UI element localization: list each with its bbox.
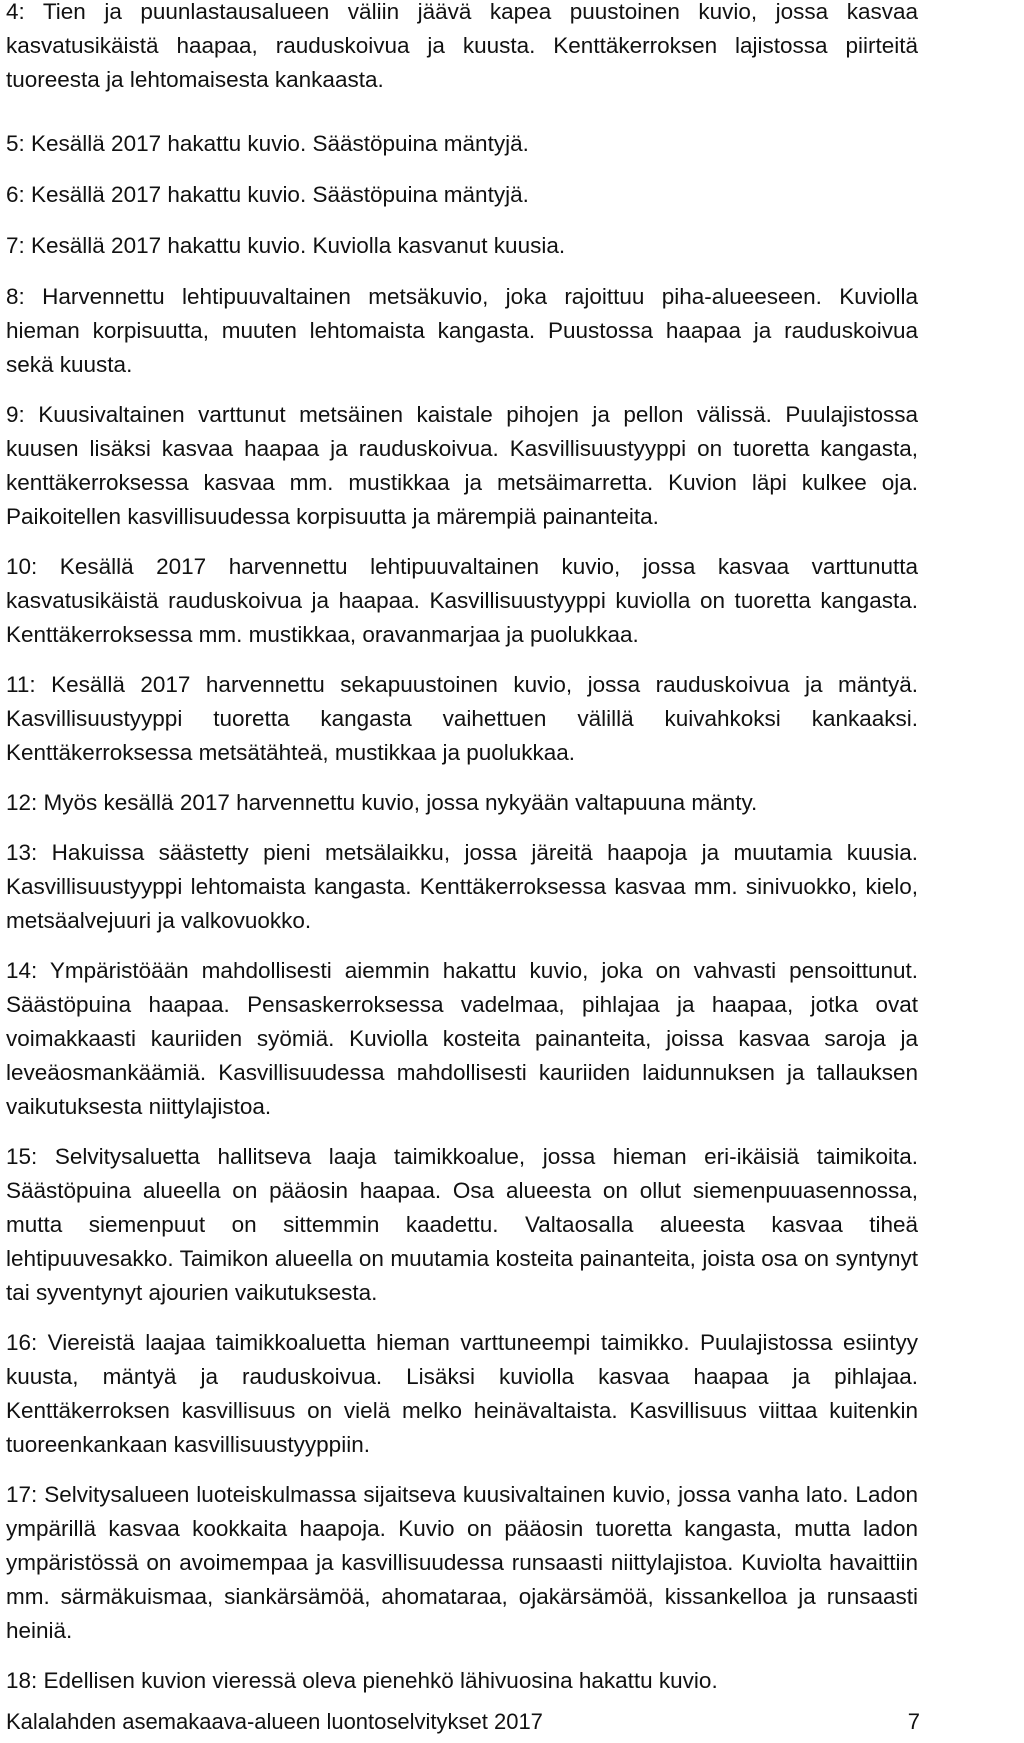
paragraph-kuvio-9: 9: Kuusivaltainen varttunut metsäinen kaistale pihojen ja pellon välissä. Puulajistossa kuusen lisäksi kasvaa haapaa ja rauduskoivua. Kasvillisuustyyppi on tuoretta kangasta, kenttäkerroksessa kasvaa mm. mustikkaa ja metsäimarretta. Kuvion läpi kulkee oja. Paikoitellen kasvillisuudessa korpisuutta ja märempiä painanteita. [6,402,918,529]
paragraph-kuvio-17: 17: Selvitysalueen luoteiskulmassa sijaitseva kuusivaltainen kuvio, jossa vanha lato. Ladon ympärillä kasvaa kookkaita haapoja. Kuvio on pääosin tuoretta kangasta, mutta ladon ympäristössä on avoimempaa ja kasvillisuudessa runsaasti niittylajistoa. Kuviolta havaittiin mm. särmäkuismaa, siankärsämöä, ahomataraa, ojakärsämöä, kissankelloa ja runsaasti heiniä. [6,1482,918,1643]
paragraph-kuvio-4: 4: Tien ja puunlastausalueen väliin jäävä kapea puustoinen kuvio, jossa kasvaa kasvatusikäistä haapaa, rauduskoivua ja kuusta. Kenttäkerroksen lajistossa piirteitä tuoreesta ja lehtomaisesta kankaasta. [6,0,918,92]
paragraph-kuvio-18: 18: Edellisen kuvion vieressä oleva pienehkö lähivuosina hakattu kuvio. [6,1668,718,1693]
paragraph-kuvio-15: 15: Selvitysaluetta hallitseva laaja taimikkoalue, jossa hieman eri-ikäisiä taimikoita. Säästöpuina alueella on pääosin haapaa. Osa alueesta on ollut siemenpuuasennossa, mutta siemenpuut on sittemmin kaadettu. Valtaosalla alueesta kasvaa tiheä lehtipuuvesakko. Taimikon alueella on muutamia kosteita painanteita, joista osa on syntynyt tai syventynyt ajourien vaikutuksesta. [6,1144,918,1305]
footer-title: Kalalahden asemakaava-alueen luontoselvitykset 2017 [6,1709,543,1734]
paragraph-kuvio-14: 14: Ympäristöään mahdollisesti aiemmin hakattu kuvio, joka on vahvasti pensoittunut. Säästöpuina haapaa. Pensaskerroksessa vadelmaa, pihlajaa ja haapaa, jotka ovat voimakkaasti kauriiden syömiä. Kuviolla kosteita painanteita, joissa kasvaa saroja ja leveäosmankäämiä. Kasvillisuudessa mahdollisesti kauriiden laidunnuksen ja tallauksen vaikutuksesta niittylajistoa. [6,958,918,1119]
page-number: 7 [907,1709,920,1734]
paragraph-kuvio-13: 13: Hakuissa säästetty pieni metsälaikku, jossa järeitä haapoja ja muutamia kuusia. Kasvillisuustyyppi lehtomaista kangasta. Kenttäkerroksessa kasvaa mm. sinivuokko, kielo, metsäalvejuuri ja valkovuokko. [6,840,918,933]
paragraph-kuvio-7: 7: Kesällä 2017 hakattu kuvio. Kuviolla kasvanut kuusia. [6,233,566,258]
page-footer [6,1705,1024,1739]
paragraph-kuvio-10: 10: Kesällä 2017 harvennettu lehtipuuvaltainen kuvio, jossa kasvaa varttunutta kasvatusikäistä rauduskoivua ja haapaa. Kasvillisuustyyppi kuviolla on tuoretta kangasta. Kenttäkerroksessa mm. mustikkaa, oravanmarjaa ja puolukkaa. [6,554,918,647]
paragraph-kuvio-12: 12: Myös kesällä 2017 harvennettu kuvio, jossa nykyään valtapuuna mänty. [6,790,758,815]
document-body [6,0,918,1698]
paragraph-kuvio-5: 5: Kesällä 2017 hakattu kuvio. Säästöpuina mäntyjä. [6,131,529,156]
paragraph-kuvio-6: 6: Kesällä 2017 hakattu kuvio. Säästöpuina mäntyjä. [6,182,529,207]
paragraph-kuvio-8: 8: Harvennettu lehtipuuvaltainen metsäkuvio, joka rajoittuu piha-alueeseen. Kuviolla hieman korpisuutta, muuten lehtomaista kangasta. Puustossa haapaa ja rauduskoivua sekä kuusta. [6,284,918,377]
paragraph-kuvio-11: 11: Kesällä 2017 harvennettu sekapuustoinen kuvio, jossa rauduskoivua ja mäntyä. Kasvillisuustyyppi tuoretta kangasta vaihettuen välillä kuivahkoksi kankaaksi. Kenttäkerroksessa metsätähteä, mustikkaa ja puolukkaa. [6,672,918,765]
paragraph-kuvio-16: 16: Viereistä laajaa taimikkoaluetta hieman varttuneempi taimikko. Puulajistossa esiintyy kuusta, mäntyä ja rauduskoivua. Lisäksi kuviolla kasvaa haapaa ja pihlajaa. Kenttäkerroksen kasvillisuus on vielä melko heinävaltaista. Kasvillisuus viittaa kuitenkin tuoreenkankaan kasvillisuustyyppiin. [6,1330,918,1457]
